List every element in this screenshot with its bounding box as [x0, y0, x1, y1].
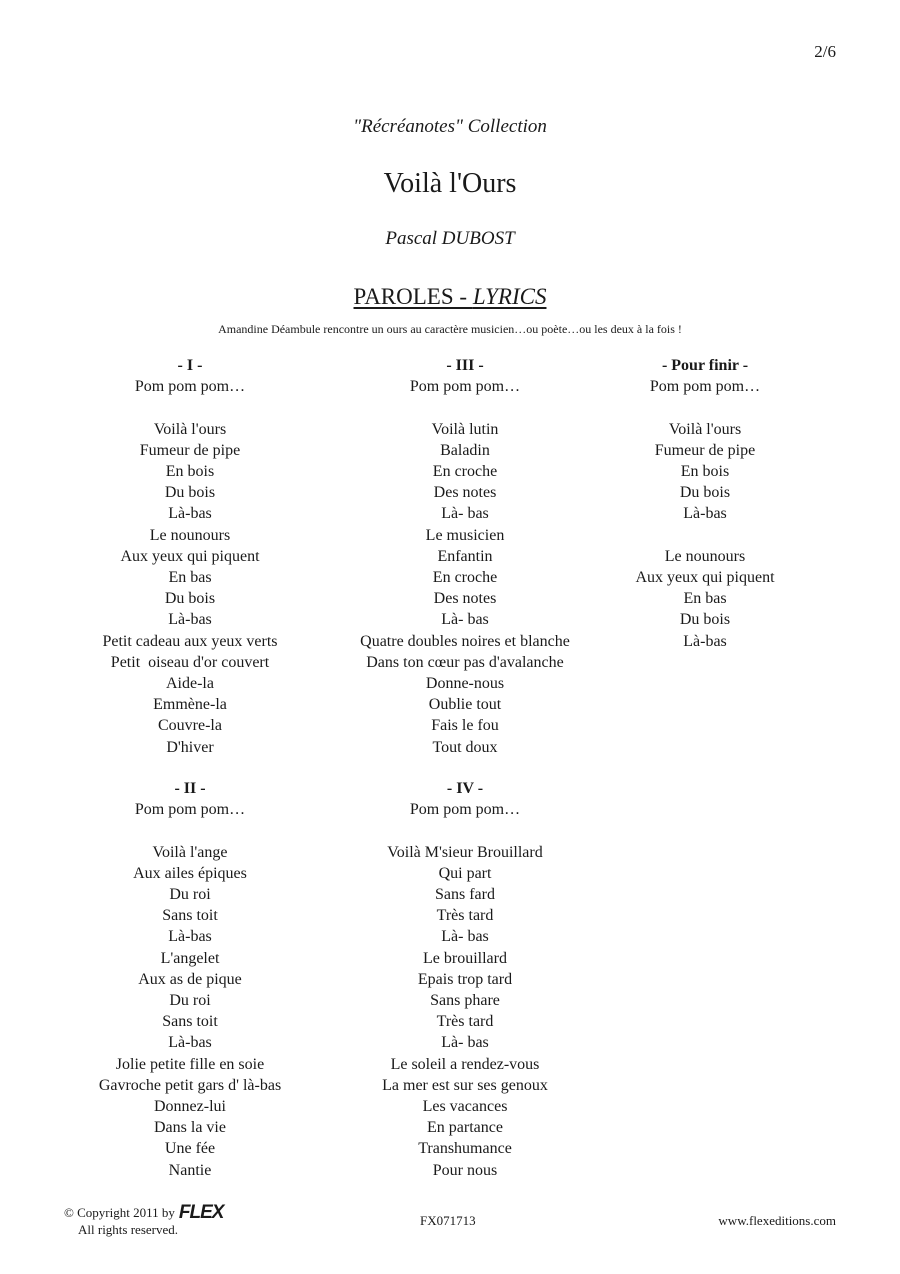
lyric-line: Voilà M'sieur Brouillard [387, 843, 543, 861]
lyric-line: Aux yeux qui piquent [120, 547, 260, 565]
lyric-line: Une fée [164, 1140, 216, 1158]
stanza-3 [340, 355, 590, 758]
lyric-line: Aux yeux qui piquent [635, 569, 775, 586]
lyrics-heading-fr: PAROLES - [353, 284, 473, 309]
lyric-line: Du bois [164, 590, 216, 608]
lyric-line: D'hiver [166, 738, 214, 756]
stanza-final [610, 355, 800, 652]
lyric-line: Du roi [169, 886, 211, 903]
intro-text: Amandine Déambule rencontre un ours au caractère musicien…ou poète…ou les deux à la fois ! [218, 322, 682, 336]
lyric-line: Des notes [433, 484, 497, 502]
lyric-line: Fumeur de pipe [139, 441, 241, 459]
lyric-line: Le soleil a rendez-vous [390, 1055, 540, 1073]
copyright-block [64, 1204, 223, 1238]
lyric-line: Nantie [168, 1161, 212, 1179]
song-title: Voilà l'Ours [383, 168, 517, 199]
lyric-line [610, 525, 800, 546]
lyric-line: Petit oiseau d'or couvert [110, 653, 270, 671]
lyric-line: Jolie petite fille en soie [115, 1055, 265, 1073]
rights-text: All rights reserved. [78, 1222, 179, 1237]
lyric-line: Du roi [169, 992, 211, 1010]
lyric-line: Là-bas [168, 611, 212, 629]
lyric-line: Du bois [164, 484, 216, 502]
lyric-line: Sans toit [162, 907, 218, 925]
lyric-line: Sans fard [435, 886, 495, 903]
lyric-line: Fais le fou [431, 717, 499, 735]
stanza-1 [90, 355, 290, 758]
lyric-line: Pour nous [432, 1161, 498, 1179]
website-url: www.flexeditions.com [718, 1213, 836, 1228]
stanza-heading: - II - [174, 780, 206, 797]
flex-logo: FLEX [178, 1202, 224, 1223]
lyric-line: En bois [165, 463, 215, 480]
lyric-line: Voilà lutin [431, 420, 499, 438]
lyric-line: Aide-la [166, 675, 214, 693]
lyric-line: Pom pom pom… [649, 378, 761, 396]
lyric-line: Couvre-la [158, 717, 222, 735]
lyric-line: Très tard [436, 1013, 494, 1031]
lyric-line: Là- bas [441, 611, 489, 629]
lyric-line: Voilà l'ours [668, 420, 742, 438]
stanza-heading: - IV - [446, 780, 484, 797]
lyric-line: Donnez-lui [154, 1098, 226, 1116]
lyric-line: Pom pom pom… [409, 801, 521, 819]
lyric-line: Les vacances [422, 1098, 508, 1116]
lyric-line: Sans phare [430, 992, 500, 1010]
lyric-line: Là- bas [441, 1034, 489, 1052]
lyric-line: En bas [683, 590, 727, 608]
lyric-line: Dans ton cœur pas d'avalanche [366, 653, 564, 671]
composer-name: Pascal DUBOST [385, 228, 515, 249]
lyric-line: En croche [432, 569, 498, 587]
lyric-line: Du bois [679, 611, 731, 629]
collection-title: "Récréanotes" Collection [353, 116, 547, 137]
lyric-line: Là-bas [683, 632, 727, 650]
lyric-line: Donne-nous [425, 675, 505, 693]
lyric-line: Epais trop tard [417, 970, 513, 988]
catalog-code: FX071713 [420, 1213, 476, 1228]
lyric-line: Sans toit [162, 1013, 218, 1031]
lyric-line [340, 820, 590, 841]
stanza-heading: - Pour finir - [661, 357, 749, 374]
lyric-line: Là- bas [441, 505, 489, 523]
lyric-line: Transhumance [418, 1140, 512, 1158]
lyric-line: Là-bas [683, 505, 727, 523]
lyric-line: En partance [427, 1119, 503, 1137]
lyric-line: Là-bas [168, 1034, 212, 1052]
lyric-line [90, 397, 290, 418]
lyric-line: Pom pom pom… [409, 378, 521, 396]
lyric-line: Très tard [436, 907, 494, 925]
lyric-line: Tout doux [432, 738, 498, 756]
lyric-line: Aux ailes épiques [133, 864, 247, 882]
lyric-line: Quatre doubles noires et blanche [360, 632, 570, 650]
stanza-2 [90, 778, 290, 1181]
lyric-line: Là- bas [441, 928, 489, 946]
stanza-heading: - I - [177, 357, 203, 374]
lyrics-heading-en: LYRICS [472, 284, 547, 309]
lyric-line [610, 397, 800, 418]
lyric-line: Aux as de pique [138, 970, 242, 988]
lyric-line: Là-bas [168, 928, 212, 946]
lyric-line: Dans la vie [154, 1119, 226, 1137]
lyric-line: Voilà l'ange [152, 843, 228, 861]
lyric-line: En bas [168, 569, 212, 587]
lyric-line [340, 397, 590, 418]
lyric-line [90, 820, 290, 841]
copyright-text: © Copyright 2011 by [64, 1205, 175, 1220]
lyric-line: Là-bas [168, 505, 212, 523]
lyric-line: L'angelet [160, 949, 220, 967]
lyric-line: Voilà l'ours [153, 420, 227, 438]
lyric-line: Emmène-la [153, 696, 227, 714]
lyric-line: Le musicien [425, 526, 505, 544]
page-number: 2/6 [814, 42, 836, 61]
lyric-line: Pom pom pom… [134, 378, 246, 396]
lyric-line: Le nounours [664, 547, 746, 565]
lyric-line: Le nounours [149, 526, 231, 544]
lyric-line: Qui part [438, 864, 492, 882]
lyric-line: Oublie tout [428, 696, 502, 714]
lyric-line: Le brouillard [423, 949, 507, 967]
lyric-line: Petit cadeau aux yeux verts [102, 632, 278, 650]
lyric-line: Pom pom pom… [134, 801, 246, 819]
lyric-line: Baladin [440, 441, 490, 459]
lyric-line: Des notes [433, 590, 497, 608]
lyric-line: En croche [432, 463, 498, 480]
lyric-line: Enfantin [437, 547, 493, 565]
lyric-line: Du bois [679, 484, 731, 502]
lyric-line: Gavroche petit gars d' là-bas [98, 1076, 282, 1094]
lyric-line: La mer est sur ses genoux [382, 1076, 548, 1094]
lyric-line: En bois [680, 463, 730, 480]
stanza-4 [340, 778, 590, 1181]
lyrics-heading [0, 284, 900, 310]
lyric-line: Fumeur de pipe [654, 441, 756, 459]
stanza-heading: - III - [446, 357, 484, 374]
